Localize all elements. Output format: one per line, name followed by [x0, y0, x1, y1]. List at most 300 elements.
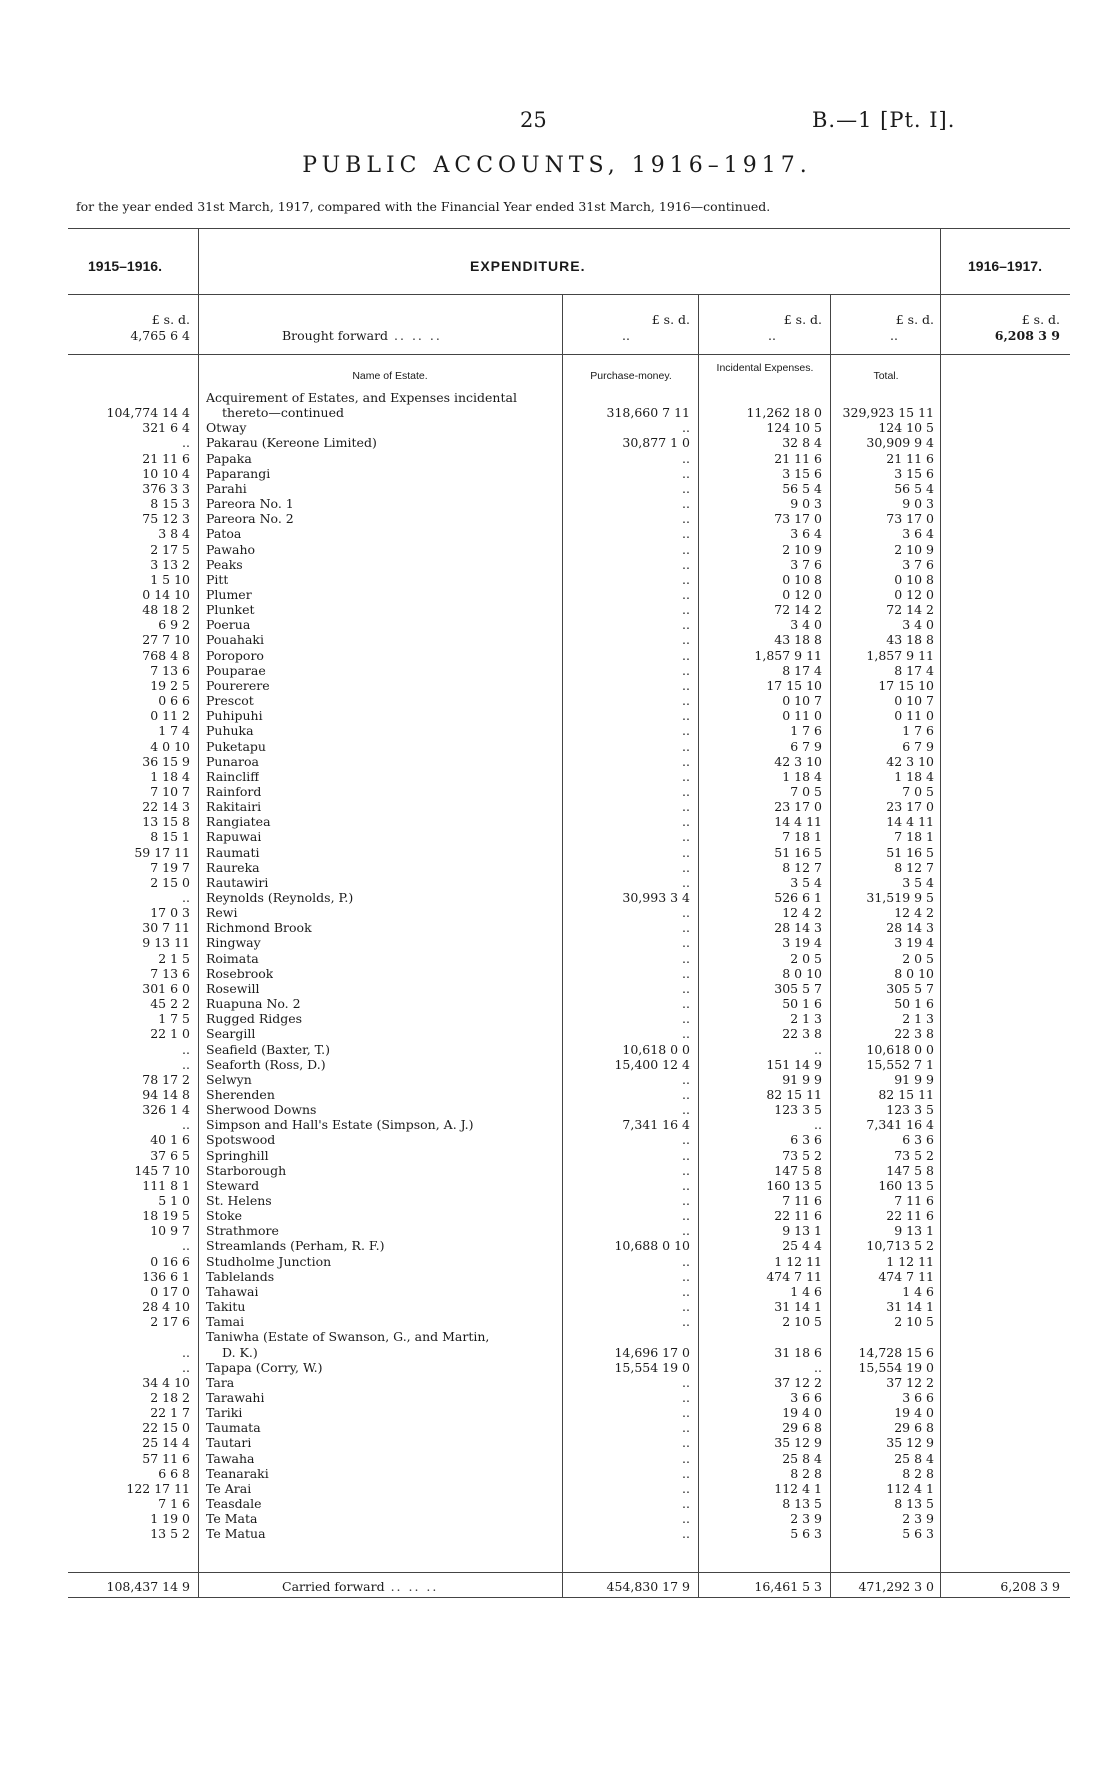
row-prev-amount: 0 17 0	[150, 1283, 190, 1299]
row-estate-name: Rugged Ridges	[206, 1011, 303, 1027]
col-divider-curr	[940, 228, 941, 1597]
row-purchase-money: ..	[682, 859, 690, 875]
row-incidental-expenses: 91 9 9	[782, 1071, 822, 1087]
row-purchase-money: ..	[682, 1389, 690, 1405]
row-estate-name: Selwyn	[206, 1071, 252, 1087]
row-incidental-expenses: 8 17 4	[782, 662, 822, 678]
row-purchase-money: ..	[682, 1132, 690, 1148]
row-total: 14 4 11	[886, 814, 934, 830]
row-total: 3 4 0	[902, 617, 934, 633]
row-estate-name: St. Helens	[206, 1193, 272, 1208]
row-total: 31,519 9 5	[866, 890, 934, 905]
row-estate-name: Papaka	[206, 450, 252, 466]
row-purchase-money: ..	[682, 1026, 690, 1042]
row-total: 2 3 9	[902, 1511, 934, 1527]
row-total: 30,909 9 4	[866, 435, 934, 451]
row-purchase-money: 15,400 12 4	[614, 1056, 690, 1072]
row-purchase-money: ..	[682, 723, 690, 739]
row-estate-name: Teasdale	[206, 1496, 262, 1511]
row-total: 9 13 1	[894, 1223, 934, 1239]
row-total: 21 11 6	[886, 450, 934, 466]
row-purchase-money: 7,341 16 4	[622, 1117, 690, 1133]
row-prev-amount: ..	[182, 1056, 190, 1072]
row-purchase-money: ..	[682, 753, 690, 769]
row-total: 15,552 7 1	[866, 1056, 934, 1072]
row-prev-amount: 1 19 0	[150, 1511, 190, 1527]
row-purchase-money: ..	[682, 1314, 690, 1330]
row-prev-amount: 10 10 4	[142, 465, 190, 481]
row-total: 6 7 9	[902, 738, 934, 754]
brought-forward-text: Brought forward	[282, 328, 389, 343]
row-prev-amount: 78 17 2	[142, 1071, 190, 1087]
row-estate-name: Te Mata	[206, 1511, 258, 1527]
row-prev-amount: 376 3 3	[142, 480, 190, 496]
row-estate-name: D. K.)	[222, 1344, 258, 1360]
row-total: 10,618 0 0	[866, 1041, 934, 1057]
row-incidental-expenses: 9 13 1	[782, 1223, 822, 1239]
row-estate-name: Streamlands (Perham, R. F.)	[206, 1238, 385, 1254]
row-purchase-money: ..	[682, 693, 690, 708]
row-incidental-expenses: 50 1 6	[782, 996, 822, 1011]
row-estate-name: Roimata	[206, 950, 259, 966]
row-prev-amount: 17 0 3	[150, 905, 190, 921]
row-incidental-expenses: 1 12 11	[774, 1253, 822, 1269]
row-estate-name: Prescot	[206, 693, 254, 708]
table-bottom-rule	[68, 1597, 1070, 1598]
row-estate-name: Parahi	[206, 480, 247, 496]
row-purchase-money: ..	[682, 1405, 690, 1421]
row-prev-amount: 2 17 5	[150, 541, 190, 557]
units-purchase: £ s. d.	[651, 312, 690, 327]
row-estate-name: Rautawiri	[206, 874, 269, 890]
row-incidental-expenses: 0 10 7	[782, 693, 822, 708]
document-reference: B.—1 [Pt. I].	[812, 108, 956, 132]
row-prev-amount: 2 15 0	[150, 874, 190, 890]
row-purchase-money: ..	[682, 1526, 690, 1542]
row-estate-name: Taumata	[206, 1420, 261, 1436]
brought-forward-purchase: ..	[622, 328, 630, 343]
row-total: 9 0 3	[902, 496, 934, 512]
row-purchase-money: ..	[682, 602, 690, 618]
carried-forward-total: 471,292 3 0	[858, 1579, 934, 1594]
row-purchase-money: ..	[682, 541, 690, 557]
row-total: 7 18 1	[894, 829, 934, 845]
row-incidental-expenses: 2 3 9	[790, 1511, 822, 1527]
row-estate-name: Puhuka	[206, 723, 254, 739]
row-total: 35 12 9	[886, 1435, 934, 1451]
row-total: 3 15 6	[894, 465, 934, 481]
row-prev-amount: 22 14 3	[142, 799, 190, 814]
row-estate-name: Stoke	[206, 1208, 243, 1224]
row-purchase-money: ..	[682, 844, 690, 860]
row-purchase-money: ..	[682, 768, 690, 784]
row-incidental-expenses: 1 18 4	[782, 768, 822, 784]
row-total: 14,728 15 6	[858, 1344, 934, 1360]
row-total: 1 12 11	[886, 1253, 934, 1269]
row-purchase-money: ..	[682, 1480, 690, 1496]
row-purchase-money: ..	[682, 1208, 690, 1224]
row-prev-amount: 7 13 6	[150, 662, 190, 678]
row-incidental-expenses: 31 18 6	[774, 1344, 822, 1360]
row-purchase-money: ..	[682, 1374, 690, 1390]
row-incidental-expenses: 23 17 0	[774, 799, 822, 814]
row-estate-name: Pouparae	[206, 662, 266, 678]
row-estate-name: Sherenden	[206, 1086, 275, 1102]
row-total: 1,857 9 11	[866, 647, 934, 663]
row-incidental-expenses: 123 3 5	[774, 1102, 822, 1118]
row-prev-amount: 2 17 6	[150, 1314, 190, 1330]
row-purchase-money: ..	[682, 571, 690, 587]
row-estate-name: Seaforth (Ross, D.)	[206, 1056, 326, 1072]
row-estate-name: Rosebrook	[206, 965, 274, 981]
row-prev-amount: ..	[182, 890, 190, 905]
row-purchase-money: ..	[682, 799, 690, 814]
row-purchase-money: ..	[682, 662, 690, 678]
row-total: 0 10 7	[894, 693, 934, 708]
row-prev-amount: 0 11 2	[150, 708, 190, 724]
row-total: 15,554 19 0	[858, 1359, 934, 1375]
row-incidental-expenses: ..	[814, 1041, 822, 1057]
row-incidental-expenses: 1 7 6	[790, 723, 822, 739]
row-estate-name: Teanaraki	[206, 1465, 269, 1481]
row-purchase-money: ..	[682, 1193, 690, 1208]
row-prev-amount: ..	[182, 1344, 190, 1360]
row-estate-name: Acquirement of Estates, and Expenses incidental	[206, 390, 517, 405]
row-estate-name: Ringway	[206, 935, 261, 951]
row-total: 3 7 6	[902, 556, 934, 572]
row-prev-amount: 8 15 1	[150, 829, 190, 845]
row-estate-name: Reynolds (Reynolds, P.)	[206, 890, 354, 905]
row-purchase-money: ..	[682, 450, 690, 466]
row-total: 3 6 4	[902, 526, 934, 542]
col-divider-incidental	[698, 294, 699, 1597]
row-incidental-expenses: 7 18 1	[782, 829, 822, 845]
row-purchase-money: ..	[682, 965, 690, 981]
name-of-estate-header: Name of Estate.	[352, 370, 428, 382]
row-estate-name: Tapapa (Corry, W.)	[206, 1359, 323, 1375]
row-purchase-money: ..	[682, 587, 690, 602]
row-total: 5 6 3	[902, 1526, 934, 1542]
row-prev-amount: 3 8 4	[158, 526, 190, 542]
row-total: 7,341 16 4	[866, 1117, 934, 1133]
row-incidental-expenses: 82 15 11	[766, 1086, 822, 1102]
row-prev-amount: 25 14 4	[142, 1435, 190, 1451]
row-total: 8 13 5	[894, 1496, 934, 1511]
row-purchase-money: ..	[682, 1223, 690, 1239]
row-prev-amount: ..	[182, 1359, 190, 1375]
total-header: Total.	[873, 370, 899, 382]
row-estate-name: Tarawahi	[206, 1389, 265, 1405]
row-total: 8 0 10	[894, 965, 934, 981]
row-incidental-expenses: 8 13 5	[782, 1496, 822, 1511]
row-estate-name: Tablelands	[206, 1268, 275, 1284]
row-prev-amount: ..	[182, 1117, 190, 1133]
row-incidental-expenses: 5 6 3	[790, 1526, 822, 1542]
row-incidental-expenses: 3 6 6	[790, 1389, 822, 1405]
row-estate-name: Tariki	[206, 1405, 243, 1421]
row-estate-name: Poerua	[206, 617, 251, 633]
row-estate-name: Raureka	[206, 859, 260, 875]
row-prev-amount: 145 7 10	[134, 1162, 190, 1178]
row-total: 51 16 5	[886, 844, 934, 860]
row-total: 2 10 5	[894, 1314, 934, 1330]
row-purchase-money: ..	[682, 1102, 690, 1118]
row-incidental-expenses: 6 7 9	[790, 738, 822, 754]
row-estate-name: Takitu	[206, 1299, 246, 1314]
row-estate-name: Rakitairi	[206, 799, 262, 814]
row-estate-name: Te Arai	[206, 1480, 252, 1496]
row-total: 10,713 5 2	[866, 1238, 934, 1254]
row-incidental-expenses: 3 15 6	[782, 465, 822, 481]
row-estate-name: Ruapuna No. 2	[206, 996, 301, 1011]
units-prev: £ s. d.	[151, 312, 190, 327]
row-total: 474 7 11	[878, 1268, 934, 1284]
row-prev-amount: ..	[182, 435, 190, 451]
row-total: 1 18 4	[894, 768, 934, 784]
row-prev-amount: 321 6 4	[142, 420, 190, 436]
row-incidental-expenses: 151 14 9	[766, 1056, 822, 1072]
row-estate-name: Sherwood Downs	[206, 1102, 317, 1118]
row-incidental-expenses: 21 11 6	[774, 450, 822, 466]
row-incidental-expenses: 73 5 2	[782, 1147, 822, 1163]
row-estate-name: Te Matua	[206, 1526, 266, 1542]
row-incidental-expenses: 474 7 11	[766, 1268, 822, 1284]
row-estate-name: Raincliff	[206, 768, 260, 784]
row-prev-amount: 36 15 9	[142, 753, 190, 769]
row-prev-amount: 6 9 2	[158, 617, 190, 633]
row-incidental-expenses: 28 14 3	[774, 920, 822, 936]
row-prev-amount: 48 18 2	[142, 602, 190, 618]
row-incidental-expenses: 14 4 11	[774, 814, 822, 830]
row-estate-name: Tawaha	[206, 1450, 255, 1466]
row-total: 22 11 6	[886, 1208, 934, 1224]
carried-forward-label: Carried forward .. .. ..	[282, 1579, 439, 1594]
row-incidental-expenses: 35 12 9	[774, 1435, 822, 1451]
row-total: 42 3 10	[886, 753, 934, 769]
row-total: 1 4 6	[902, 1283, 934, 1299]
row-purchase-money: ..	[682, 1283, 690, 1299]
row-prev-amount: 75 12 3	[142, 511, 190, 527]
row-total: 8 17 4	[894, 662, 934, 678]
row-incidental-expenses: 29 6 8	[782, 1420, 822, 1436]
units-curr: £ s. d.	[1021, 312, 1060, 327]
col-divider-purchase	[562, 294, 563, 1597]
row-incidental-expenses: 56 5 4	[782, 480, 822, 496]
row-incidental-expenses: 12 4 2	[782, 905, 822, 921]
row-purchase-money: ..	[682, 1253, 690, 1269]
row-total: 3 19 4	[894, 935, 934, 951]
row-estate-name: Pareora No. 1	[206, 496, 294, 512]
row-incidental-expenses: 73 17 0	[774, 511, 822, 527]
row-incidental-expenses: 160 13 5	[766, 1177, 822, 1193]
row-purchase-money: ..	[682, 1299, 690, 1314]
row-purchase-money: ..	[682, 1465, 690, 1481]
brought-forward-total: ..	[890, 328, 898, 343]
col-divider-total	[830, 294, 831, 1597]
row-purchase-money: ..	[682, 996, 690, 1011]
row-total: 0 10 8	[894, 571, 934, 587]
row-estate-name: Pakarau (Kereone Limited)	[206, 435, 377, 451]
row-total: 0 12 0	[894, 587, 934, 602]
row-purchase-money: ..	[682, 677, 690, 693]
row-prev-amount: 136 6 1	[142, 1268, 190, 1284]
row-incidental-expenses: 0 11 0	[782, 708, 822, 724]
row-purchase-money: ..	[682, 708, 690, 724]
row-total: 7 0 5	[902, 783, 934, 799]
row-prev-amount: 21 11 6	[142, 450, 190, 466]
row-purchase-money: ..	[682, 980, 690, 996]
row-incidental-expenses: 25 8 4	[782, 1450, 822, 1466]
page-number: 25	[520, 108, 547, 132]
brought-forward-curr: 6,208 3 9	[994, 328, 1060, 343]
year-prev-header: 1915–1916.	[88, 258, 162, 274]
row-estate-name: Rainford	[206, 783, 262, 799]
row-prev-amount: 2 18 2	[150, 1389, 190, 1405]
row-estate-name: Taniwha (Estate of Swanson, G., and Martin,	[206, 1329, 490, 1345]
page-title: PUBLIC ACCOUNTS, 1916–1917.	[302, 153, 812, 178]
row-estate-name: Pouahaki	[206, 632, 265, 648]
row-prev-amount: ..	[182, 1041, 190, 1057]
row-estate-name: Punaroa	[206, 753, 259, 769]
carried-forward-curr: 6,208 3 9	[1000, 1579, 1060, 1594]
row-purchase-money: ..	[682, 874, 690, 890]
row-purchase-money: ..	[682, 905, 690, 921]
row-estate-name: Seafield (Baxter, T.)	[206, 1041, 331, 1057]
row-estate-name: Richmond Brook	[206, 920, 312, 936]
row-prev-amount: 7 19 7	[150, 859, 190, 875]
row-prev-amount: 34 4 10	[142, 1374, 190, 1390]
row-estate-name: Pourerere	[206, 677, 270, 693]
row-incidental-expenses: 11,262 18 0	[746, 405, 822, 421]
row-prev-amount: 37 6 5	[150, 1147, 190, 1163]
row-prev-amount: ..	[182, 1238, 190, 1254]
row-prev-amount: 1 7 5	[158, 1011, 190, 1027]
row-prev-amount: 768 4 8	[142, 647, 190, 663]
row-incidental-expenses: 2 10 9	[782, 541, 822, 557]
row-estate-name: Tahawai	[206, 1283, 259, 1299]
row-purchase-money: 14,696 17 0	[614, 1344, 690, 1360]
brought-forward-prev: 4,765 6 4	[130, 328, 190, 343]
row-total: 8 12 7	[894, 859, 934, 875]
row-purchase-money: ..	[682, 1071, 690, 1087]
row-total: 19 4 0	[894, 1405, 934, 1421]
row-incidental-expenses: 124 10 5	[766, 420, 822, 436]
row-estate-name: Tautari	[206, 1435, 252, 1451]
row-purchase-money: ..	[682, 783, 690, 799]
row-purchase-money: ..	[682, 1011, 690, 1027]
row-total: 7 11 6	[894, 1193, 934, 1208]
row-prev-amount: 6 6 8	[158, 1465, 190, 1481]
row-prev-amount: 7 1 6	[158, 1496, 190, 1511]
row-incidental-expenses: 8 12 7	[782, 859, 822, 875]
row-purchase-money: ..	[682, 950, 690, 966]
row-incidental-expenses: 147 5 8	[774, 1162, 822, 1178]
row-estate-name: Strathmore	[206, 1223, 279, 1239]
row-estate-name: Studholme Junction	[206, 1253, 332, 1269]
row-total: 91 9 9	[894, 1071, 934, 1087]
row-estate-name: Peaks	[206, 556, 243, 572]
row-purchase-money: ..	[682, 465, 690, 481]
row-estate-name: Pitt	[206, 571, 229, 587]
row-estate-name: Seargill	[206, 1026, 256, 1042]
row-purchase-money: ..	[682, 480, 690, 496]
row-purchase-money: ..	[682, 829, 690, 845]
row-prev-amount: 2 1 5	[158, 950, 190, 966]
row-total: 6 3 6	[902, 1132, 934, 1148]
row-estate-name: Rapuwai	[206, 829, 262, 845]
row-prev-amount: 0 6 6	[158, 693, 190, 708]
row-prev-amount: 28 4 10	[142, 1299, 190, 1314]
row-total: 0 11 0	[894, 708, 934, 724]
row-estate-name: Starborough	[206, 1162, 287, 1178]
row-prev-amount: 22 15 0	[142, 1420, 190, 1436]
brought-forward-incidental: ..	[768, 328, 776, 343]
row-prev-amount: 19 2 5	[150, 677, 190, 693]
row-total: 23 17 0	[886, 799, 934, 814]
row-prev-amount: 9 13 11	[142, 935, 190, 951]
row-prev-amount: 3 13 2	[150, 556, 190, 572]
row-total: 12 4 2	[894, 905, 934, 921]
row-prev-amount: 122 17 11	[126, 1480, 190, 1496]
row-incidental-expenses: 7 0 5	[790, 783, 822, 799]
carried-forward-rule	[68, 1572, 1070, 1573]
row-incidental-expenses: 3 19 4	[782, 935, 822, 951]
row-purchase-money: ..	[682, 738, 690, 754]
carried-forward-prev: 108,437 14 9	[106, 1579, 190, 1594]
row-purchase-money: 10,618 0 0	[622, 1041, 690, 1057]
row-estate-name: Springhill	[206, 1147, 269, 1163]
row-incidental-expenses: 3 4 0	[790, 617, 822, 633]
row-total: 123 3 5	[886, 1102, 934, 1118]
row-purchase-money: 30,877 1 0	[622, 435, 690, 451]
row-incidental-expenses: 19 4 0	[782, 1405, 822, 1421]
row-incidental-expenses: 32 8 4	[782, 435, 822, 451]
row-purchase-money: ..	[682, 814, 690, 830]
row-estate-name: Rosewill	[206, 980, 260, 996]
row-total: 22 3 8	[894, 1026, 934, 1042]
brought-forward-rule	[68, 354, 1070, 355]
row-estate-name: Raumati	[206, 844, 260, 860]
row-total: 37 12 2	[886, 1374, 934, 1390]
row-incidental-expenses: 1,857 9 11	[754, 647, 822, 663]
row-total: 124 10 5	[878, 420, 934, 436]
row-prev-amount: 22 1 0	[150, 1026, 190, 1042]
row-purchase-money: ..	[682, 647, 690, 663]
row-prev-amount: 4 0 10	[150, 738, 190, 754]
row-estate-name: Puketapu	[206, 738, 266, 754]
row-total: 160 13 5	[878, 1177, 934, 1193]
row-purchase-money: ..	[682, 1177, 690, 1193]
row-total: 2 10 9	[894, 541, 934, 557]
carried-forward-text: Carried forward	[282, 1579, 385, 1594]
expenditure-header: EXPENDITURE.	[470, 258, 586, 274]
row-total: 25 8 4	[894, 1450, 934, 1466]
row-total: 3 5 4	[902, 874, 934, 890]
incidental-expenses-header: Incidental Expenses.	[716, 362, 814, 374]
row-purchase-money: ..	[682, 420, 690, 436]
row-incidental-expenses: 3 7 6	[790, 556, 822, 572]
row-prev-amount: 59 17 11	[134, 844, 190, 860]
page-subtitle: for the year ended 31st March, 1917, compared with the Financial Year ended 31st March, 1916—continued.	[76, 199, 771, 214]
units-incidental: £ s. d.	[783, 312, 822, 327]
row-purchase-money: 30,993 3 4	[622, 890, 690, 905]
row-total: 50 1 6	[894, 996, 934, 1011]
row-purchase-money: ..	[682, 556, 690, 572]
row-total: 147 5 8	[886, 1162, 934, 1178]
row-prev-amount: 8 15 3	[150, 496, 190, 512]
row-incidental-expenses: 112 4 1	[774, 1480, 822, 1496]
row-purchase-money: 15,554 19 0	[614, 1359, 690, 1375]
